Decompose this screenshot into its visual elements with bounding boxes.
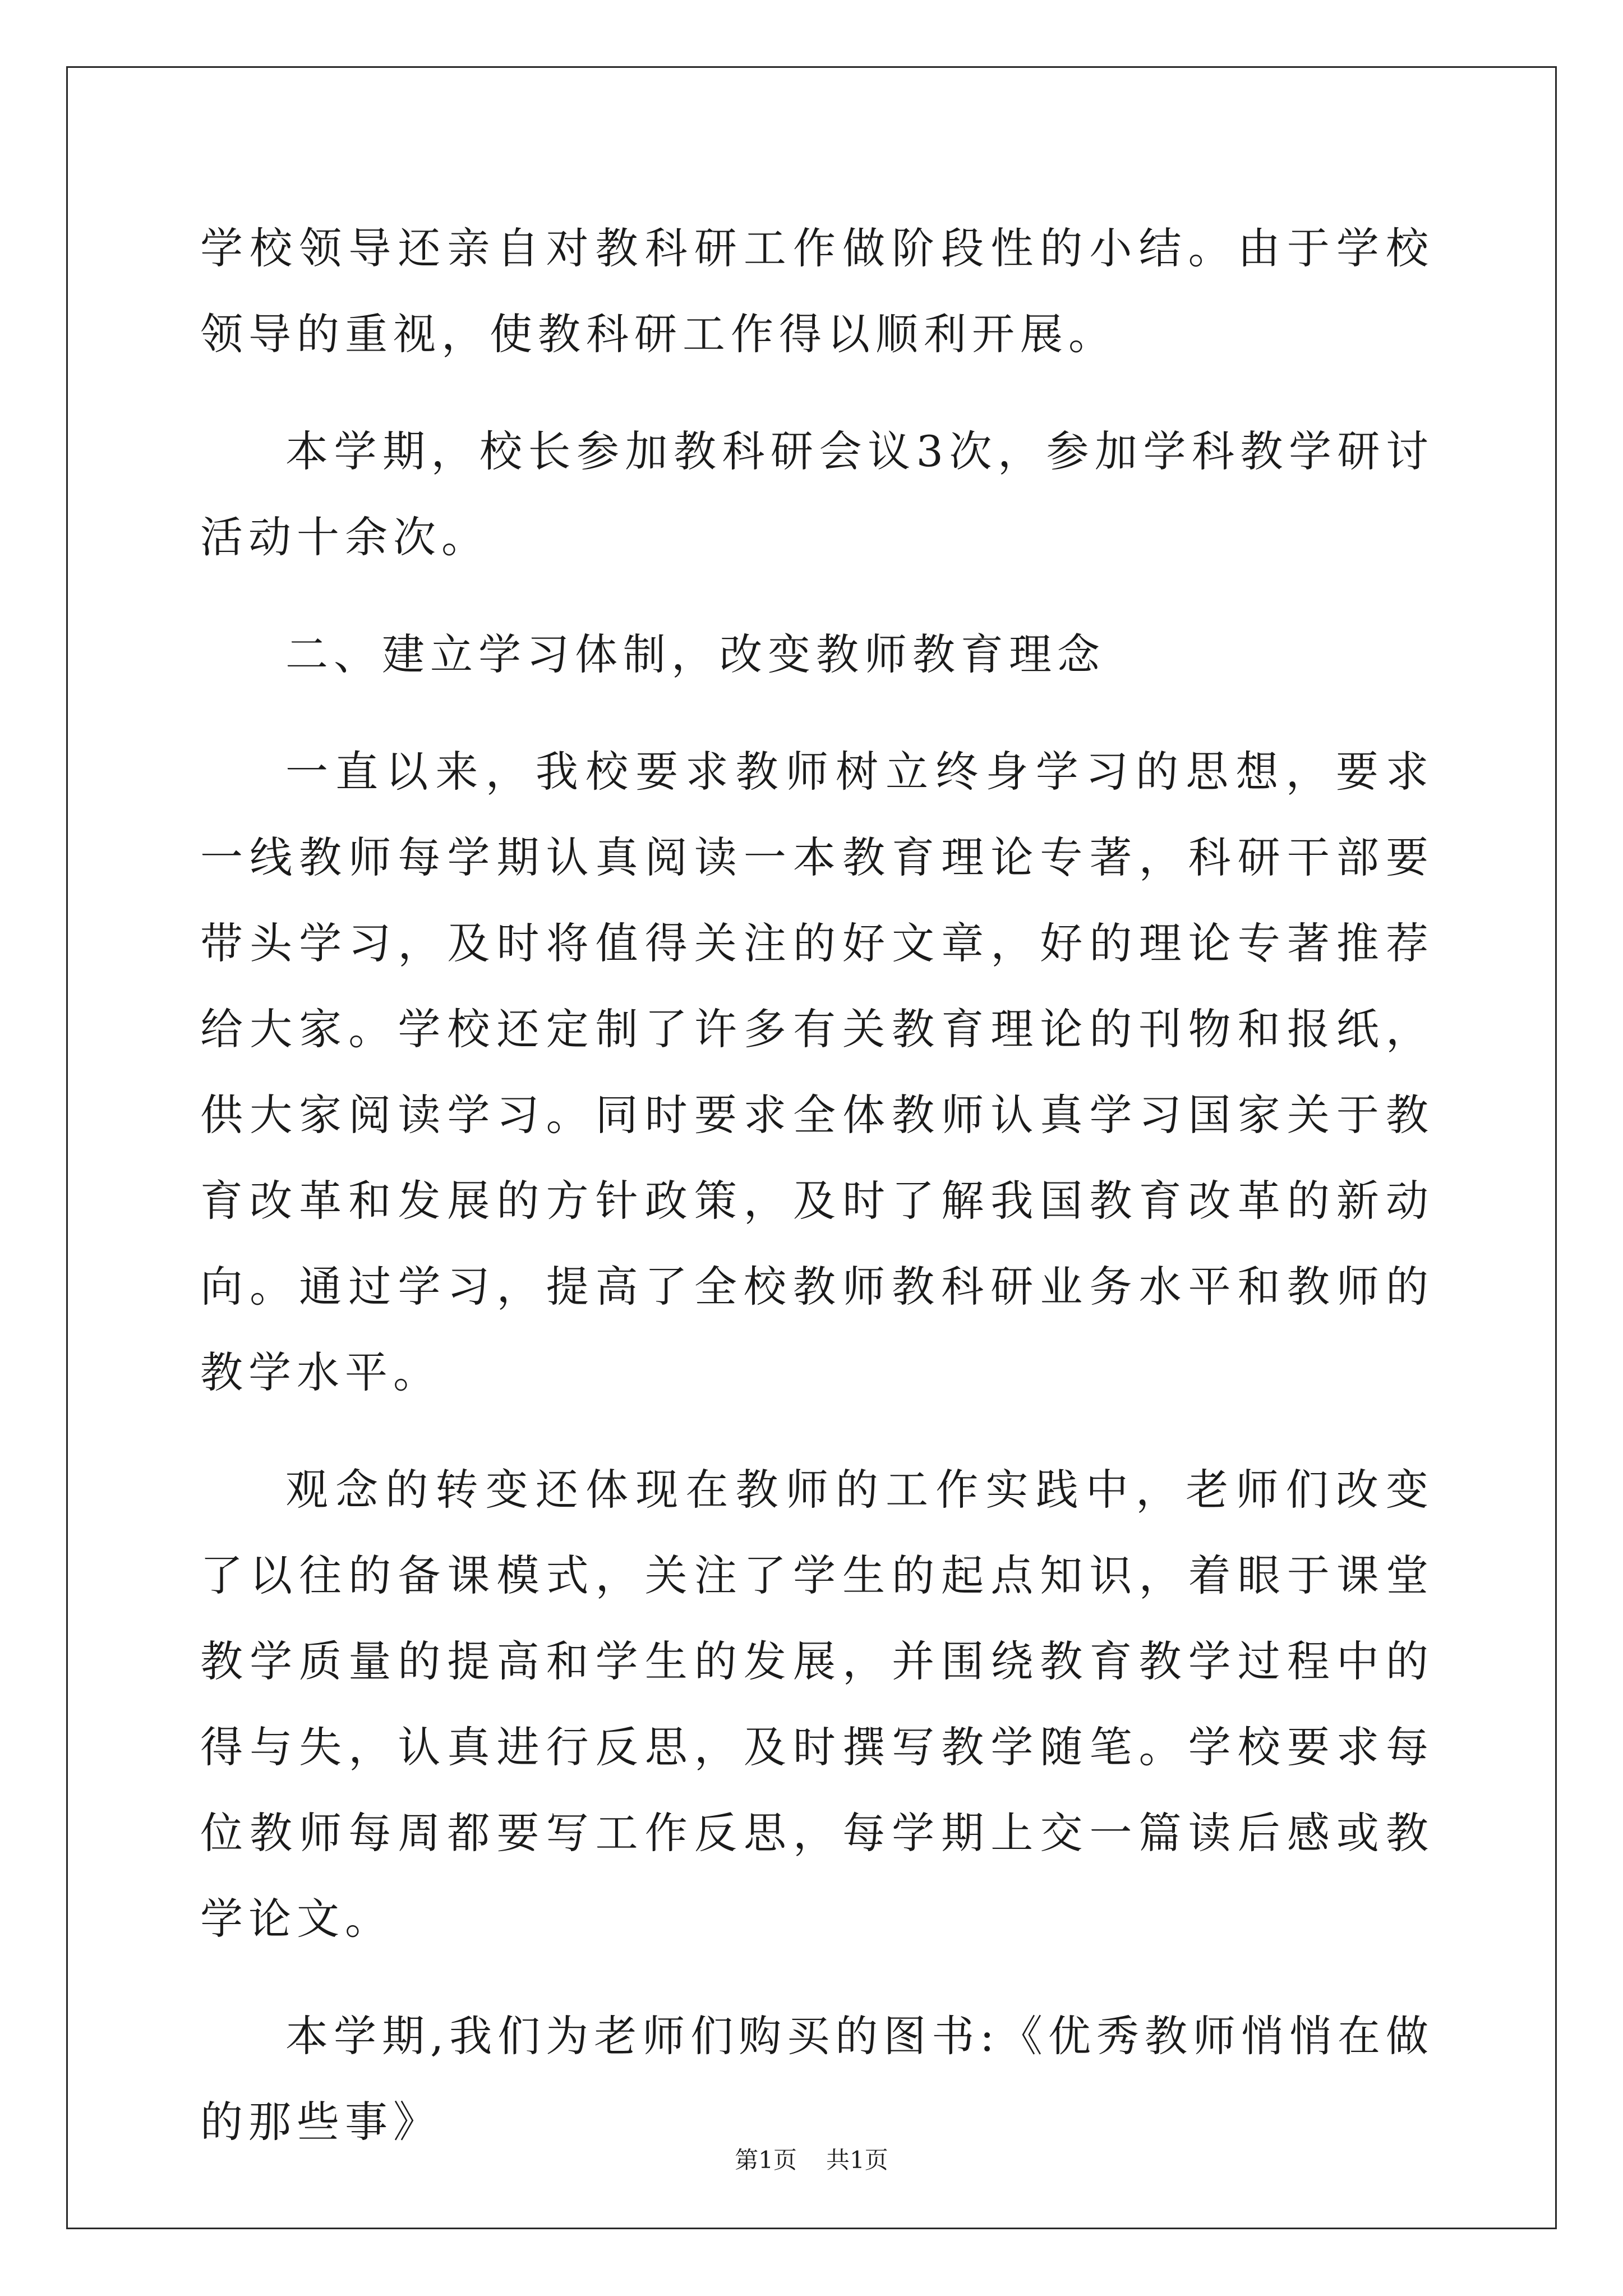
document-body <box>200 205 1434 2165</box>
page-footer <box>0 2146 1623 2174</box>
paragraph: 本学期，校长参加教科研会议3次，参加学科教学研讨活动十余次。 <box>200 426 1434 562</box>
page-count: 共1页 <box>826 2146 888 2174</box>
paragraph: 一直以来，我校要求教师树立终身学习的思想，要求一线教师每学期认真阅读一本教育理论专著，科研干部要带头学习，及时将值得关注的好文章，好的理论专著推荐给大家。学校还定制了许多有关教育理论的刊物和报纸，供大家阅读学习。同时要求全体教师认真学习国家关于教育改革和发展的方针政策，及时了解我国教育改革的新动向。通过学习，提高了全校教师教科研业务水平和教师的教学水平。 <box>200 747 1434 1397</box>
paragraph: 观念的转变还体现在教师的工作实践中，老师们改变了以往的备课模式，关注了学生的起点知识，着眼于课堂教学质量的提高和学生的发展，并围绕教育教学过程中的得与失，认真进行反思，及时撰写教学随笔。学校要求每位教师每周都要写工作反思，每学期上交一篇读后感或教学论文。 <box>200 1465 1434 1944</box>
page-number: 第1页 <box>735 2146 797 2174</box>
paragraph-continuation: 学校领导还亲自对教科研工作做阶段性的小结。由于学校领导的重视，使教科研工作得以顺利开展。 <box>200 223 1434 359</box>
paragraph: 本学期,我们为老师们购买的图书:《优秀教师悄悄在做的那些事》 <box>200 2011 1434 2147</box>
section-heading: 二、建立学习体制，改变教师教育理念 <box>285 629 1105 679</box>
